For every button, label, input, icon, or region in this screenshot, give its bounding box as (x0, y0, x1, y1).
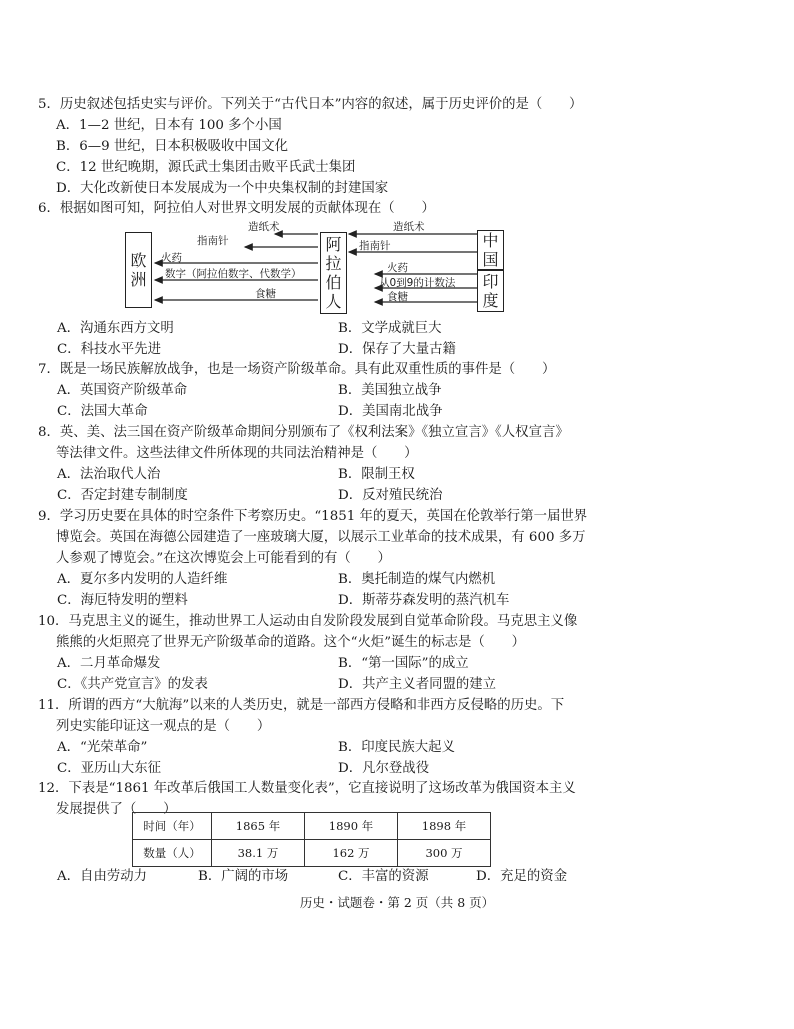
question-8-option-d: D．反对殖民统治 (338, 488, 443, 503)
question-8-option-a: A．法治取代人治 (57, 467, 161, 482)
worker-count-table (132, 812, 491, 867)
question-8-stem-cont: 等法律文件。这些法律文件所体现的共同法治精神是（ ） (56, 446, 418, 461)
label-left-papermaking: 造纸术 (248, 221, 280, 233)
question-5-option-c: C．12 世纪晚期，源氏武士集团击败平氏武士集团 (56, 160, 356, 175)
question-5-option-b: B．6—9 世纪，日本积极吸收中国文化 (56, 139, 288, 154)
table-row (133, 813, 491, 840)
question-5 (38, 94, 758, 199)
question-6-stem: 6．根据如图可知，阿拉伯人对世界文明发展的贡献体现在（ ） (38, 201, 435, 216)
question-9 (38, 506, 758, 611)
question-6-option-c: C．科技水平先进 (57, 342, 161, 357)
question-8 (38, 422, 758, 506)
question-10-option-d: D．共产主义者同盟的建立 (338, 677, 497, 692)
question-8-option-c: C．否定封建专制制度 (57, 488, 188, 503)
table-cell: 162 万 (305, 840, 398, 867)
label-left-numerals: 数字（阿拉伯数字、代数学） (165, 268, 302, 280)
question-12-options (38, 866, 758, 887)
table-cell: 38.1 万 (212, 840, 305, 867)
europe-box: 欧 洲 (125, 232, 152, 308)
arab-box: 阿 拉 伯 人 (320, 232, 347, 314)
china-box: 中 国 (477, 230, 504, 270)
question-7-option-b: B．美国独立战争 (338, 383, 442, 398)
question-12-stem-cont: 发展提供了（ ） (56, 802, 177, 817)
question-9-stem: 9．学习历史要在具体的时空条件下考察历史。“1851 年的夏天，英国在伦敦举行第一届世界 (38, 509, 588, 524)
question-6-option-a: A．沟通东西方文明 (57, 321, 174, 336)
question-7-option-c: C．法国大革命 (57, 404, 148, 419)
question-9-option-b: B．奥托制造的煤气内燃机 (338, 572, 496, 587)
question-9-stem-cont-1: 博览会。英国在海德公园建造了一座玻璃大厦，以展示工业革命的技术成果，有 600 多万 (56, 530, 586, 545)
question-7-option-a: A．英国资产阶级革命 (57, 383, 188, 398)
question-11-option-b: B．印度民族大起义 (338, 740, 455, 755)
question-11-stem-cont: 列史实能印证这一观点的是（ ） (56, 719, 271, 734)
question-7-stem: 7．既是一场民族解放战争，也是一场资产阶级革命。具有此双重性质的事件是（ ） (38, 362, 556, 377)
question-9-option-c: C．海厄特发明的塑料 (57, 593, 188, 608)
question-12-option-d: D．充足的资金 (476, 869, 568, 884)
question-9-option-a: A．夏尔多内发明的人造纤维 (57, 572, 228, 587)
table-cell: 1898 年 (398, 813, 491, 840)
question-6 (38, 198, 758, 219)
question-12-stem: 12．下表是“1861 年改革后俄国工人数量变化表”，它直接说明了这场改革为俄国资本主义 (38, 781, 576, 796)
label-right-compass: 指南针 (359, 240, 391, 252)
question-5-option-a: A．1—2 世纪，日本有 100 多个小国 (56, 118, 282, 133)
question-8-stem: 8．英、美、法三国在资产阶级革命期间分别颁布了《权利法案》《独立宣言》《人权宣言》 (38, 425, 569, 440)
question-9-option-d: D．斯蒂芬森发明的蒸汽机车 (338, 593, 510, 608)
question-7-option-d: D．美国南北战争 (338, 404, 443, 419)
page-footer: 历史・试题卷・第 2 页（共 8 页） (299, 895, 495, 910)
label-left-sugar: 食糖 (255, 288, 276, 300)
question-10-stem: 10．马克思主义的诞生，推动世界工人运动由自发阶段发展到自觉革命阶段。马克思主义像 (38, 614, 578, 629)
table-cell: 1865 年 (212, 813, 305, 840)
label-left-gunpowder: 火药 (161, 252, 182, 264)
table-cell: 数量（人） (133, 840, 212, 867)
table-row (133, 840, 491, 867)
question-5-option-d: D．大化改新使日本发展成为一个中央集权制的封建国家 (56, 181, 389, 196)
label-right-gunpowder: 火药 (387, 262, 408, 274)
table-cell: 1890 年 (305, 813, 398, 840)
question-12-option-c: C．丰富的资源 (338, 869, 429, 884)
question-11-stem: 11．所谓的西方“大航海”以来的人类历史，就是一部西方侵略和非西方反侵略的历史。下 (38, 698, 565, 713)
question-8-option-b: B．限制王权 (338, 467, 415, 482)
question-10-option-b: B．“第一国际”的成立 (338, 656, 469, 671)
question-5-stem: 5．历史叙述包括史实与评价。下列关于“古代日本”内容的叙述，属于历史评价的是（ ） (38, 97, 583, 112)
label-left-compass: 指南针 (197, 235, 229, 247)
question-10-option-c: C．《共产党宣言》的发表 (57, 677, 208, 692)
question-6-option-d: D．保存了大量古籍 (338, 342, 456, 357)
question-10-stem-cont: 熊熊的火炬照亮了世界无产阶级革命的道路。这个“火炬”诞生的标志是（ ） (56, 635, 525, 650)
table-cell: 时间（年） (133, 813, 212, 840)
question-11-option-d: D．凡尔登战役 (338, 761, 430, 776)
question-11-option-a: A．“光荣革命” (57, 740, 148, 755)
question-9-stem-cont-2: 人参观了博览会。”在这次博览会上可能看到的有（ ） (56, 551, 391, 566)
question-11-option-c: C．亚历山大东征 (57, 761, 161, 776)
label-right-counting: 从0到9的计数法 (379, 277, 456, 289)
table-cell: 300 万 (398, 840, 491, 867)
question-7 (38, 359, 758, 422)
question-6-option-b: B．文学成就巨大 (338, 321, 442, 336)
question-11 (38, 695, 758, 779)
question-10 (38, 611, 758, 695)
question-12-option-a: A．自由劳动力 (57, 869, 148, 884)
label-right-sugar: 食糖 (387, 291, 408, 303)
arab-contribution-diagram (125, 222, 505, 314)
question-10-option-a: A．二月革命爆发 (57, 656, 161, 671)
india-box: 印 度 (477, 270, 504, 312)
label-right-papermaking: 造纸术 (393, 221, 425, 233)
question-6-options (38, 318, 758, 360)
question-12-option-b: B．广阔的市场 (198, 869, 289, 884)
